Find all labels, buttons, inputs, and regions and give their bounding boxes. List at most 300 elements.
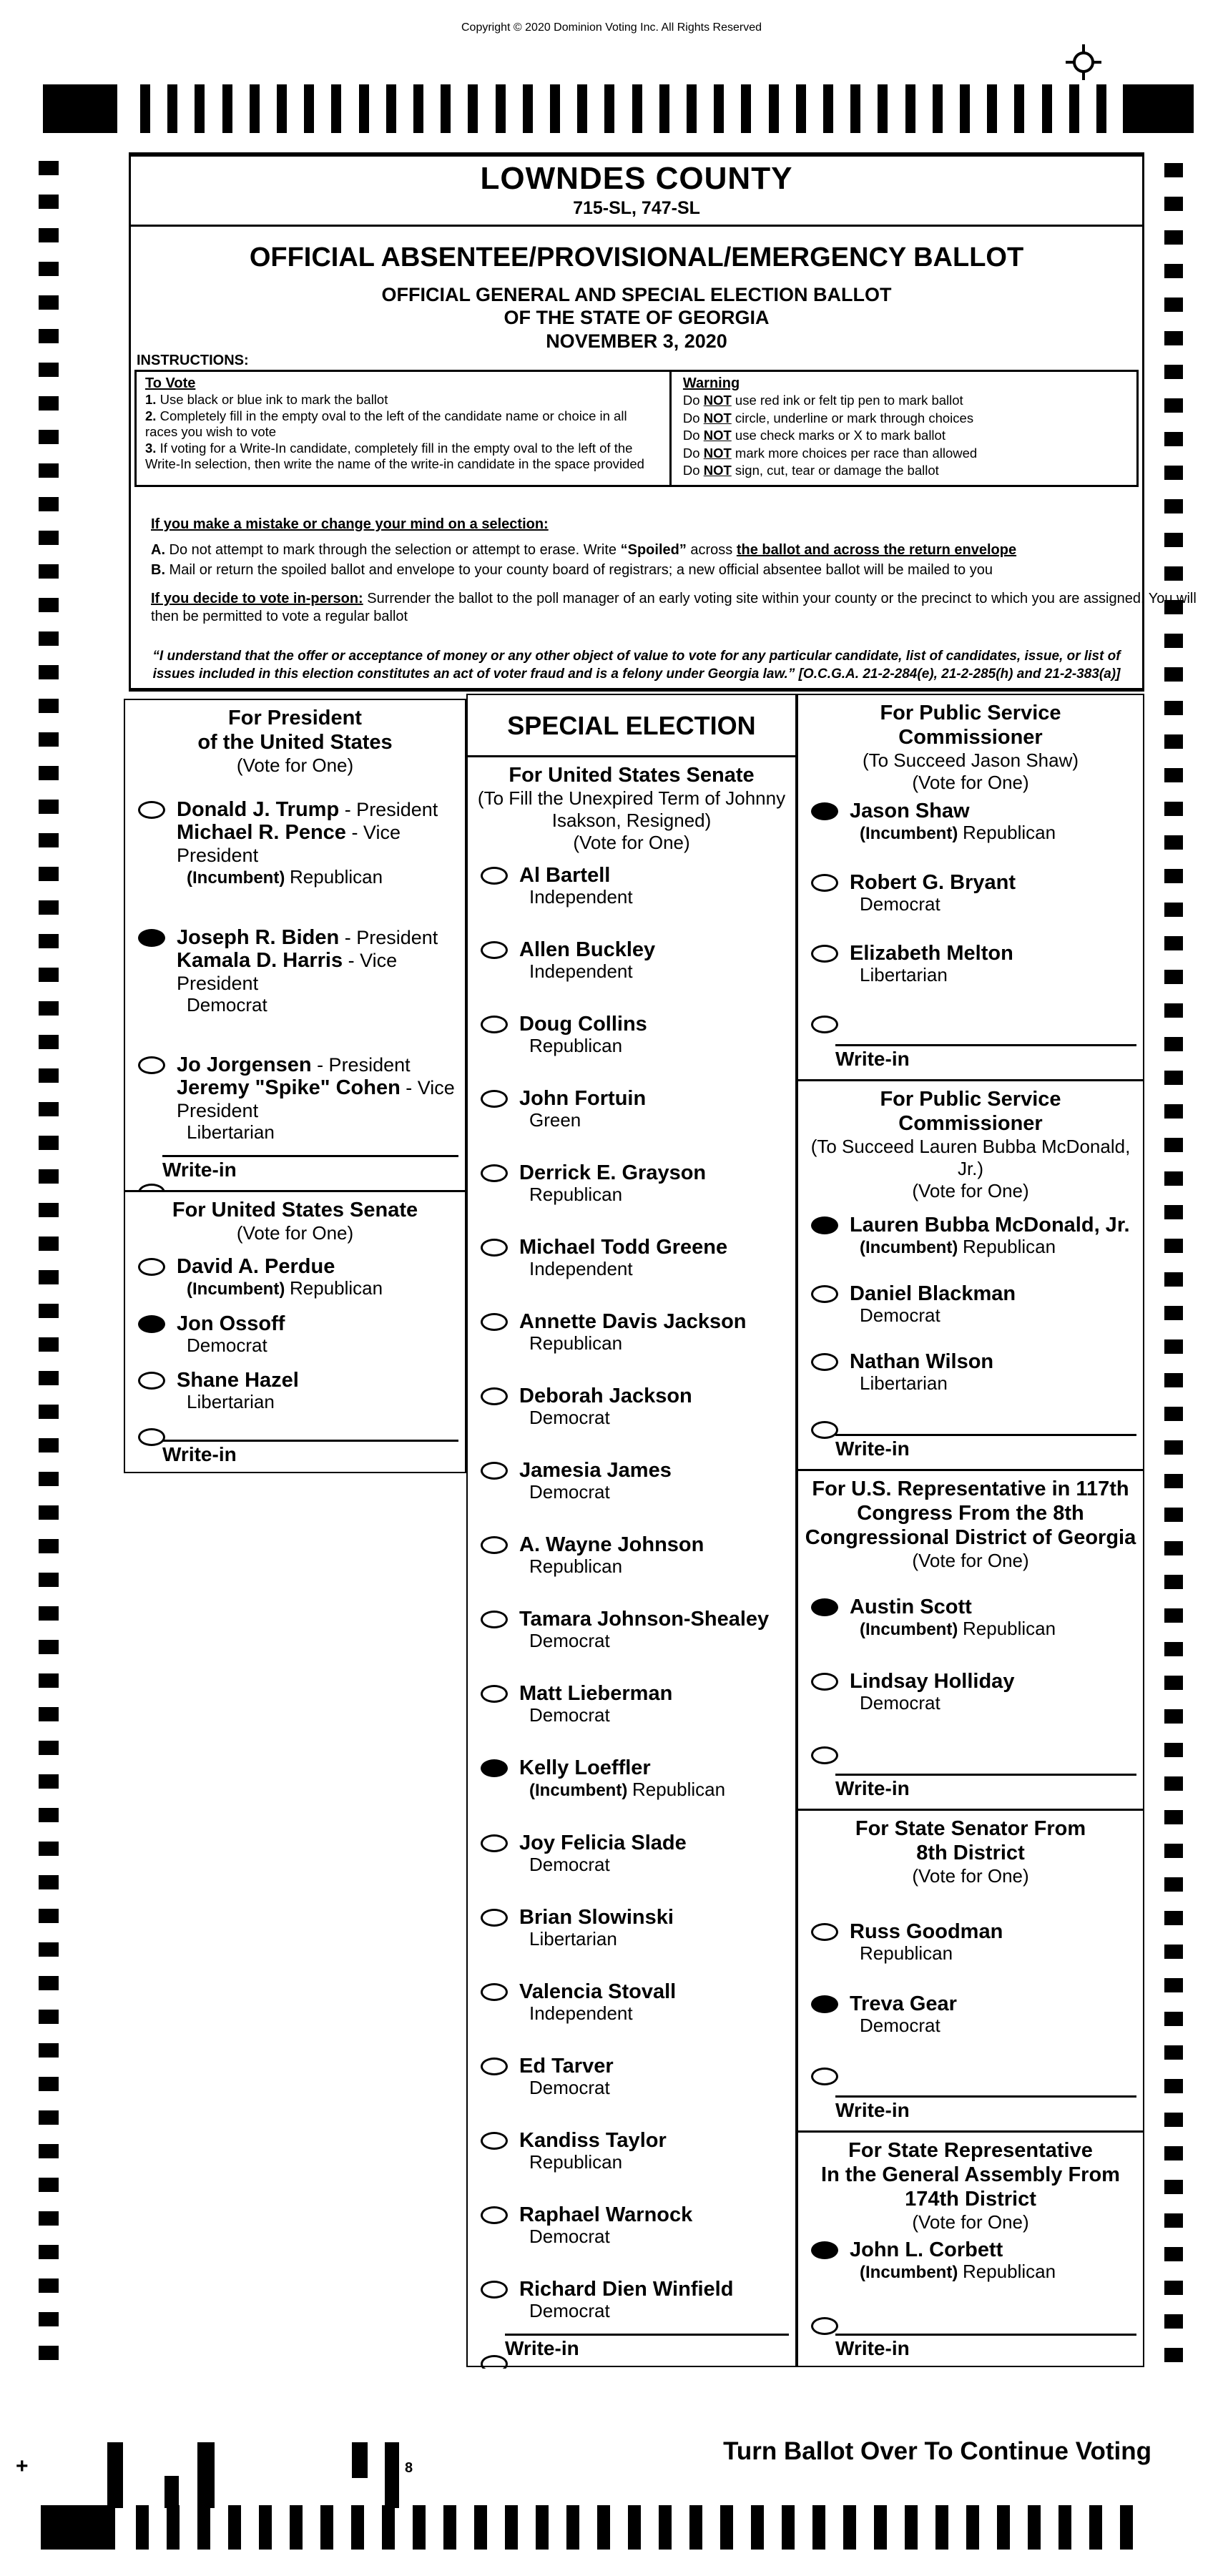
candidate-row (481, 1161, 791, 1205)
timing-mark (39, 295, 59, 310)
timing-mark (1164, 1642, 1183, 1656)
timing-mark (39, 1337, 59, 1352)
candidate-party: (Incumbent) Republican (860, 822, 1056, 843)
timing-mark (1164, 365, 1183, 379)
candidate-party: Democrat (860, 2015, 940, 2036)
timing-mark (1096, 84, 1106, 133)
timing-mark (1164, 2180, 1183, 2194)
race-title-line: Congress From the 8th (857, 1502, 1084, 1525)
write-in-area[interactable] (835, 2334, 1136, 2360)
ballot-oval[interactable] (481, 941, 508, 959)
timing-mark (39, 531, 59, 545)
candidate-name (519, 2129, 667, 2152)
ballot-oval-filled[interactable] (811, 1598, 838, 1616)
ballot-column-3 (797, 694, 1144, 2367)
candidate-row (811, 1670, 1139, 1714)
instructions-box (134, 370, 1139, 487)
timing-mark (905, 2505, 918, 2550)
candidate-name-bold: David A. Perdue (177, 1255, 335, 1278)
ballot-oval[interactable] (811, 874, 838, 892)
race-title-line: Congressional District of Georgia (805, 1526, 1136, 1549)
candidate-name (850, 1214, 1130, 1237)
candidate-row (481, 1310, 791, 1354)
timing-mark (659, 84, 669, 133)
candidate-name (177, 1053, 461, 1076)
registration-crosshair-icon (1073, 51, 1094, 73)
candidate-name (519, 1980, 676, 2003)
candidate-text (519, 2129, 667, 2173)
candidate-name (519, 938, 655, 961)
write-in-area[interactable] (835, 1774, 1136, 1800)
timing-mark (1164, 1104, 1183, 1119)
ballot-oval[interactable] (481, 1536, 508, 1554)
ballot-oval[interactable] (138, 1056, 165, 1074)
timing-mark (39, 934, 59, 948)
vote-for-instruction: (Vote for One) (912, 2211, 1029, 2233)
candidate-list (798, 1202, 1143, 1439)
candidate-text (519, 2203, 692, 2247)
candidate-text (850, 1350, 993, 1394)
timing-mark (1164, 970, 1183, 984)
plus-registration-mark: + (16, 2454, 29, 2478)
candidate-text (177, 798, 461, 888)
timing-mark (39, 161, 59, 175)
barcode-bar (164, 2476, 179, 2508)
text-segment: Surrender the ballot to the poll manager of an early voting site within your county or the precinct to which you are assigned. You will then be permitted to vote a regular ballot (151, 591, 1197, 624)
ballot-oval[interactable] (481, 1685, 508, 1703)
candidate-party: Libertarian (529, 1928, 617, 1950)
ballot-oval[interactable] (481, 1983, 508, 2001)
candidate-text (177, 1053, 461, 1143)
ballot-oval[interactable] (811, 1353, 838, 1371)
timing-mark (550, 84, 560, 133)
timing-mark (1164, 869, 1183, 883)
ballot-oval[interactable] (481, 867, 508, 885)
timing-mark (1120, 2505, 1133, 2550)
candidate-party: Green (529, 1109, 581, 1131)
candidate-row (811, 1350, 1139, 1394)
candidate-row (481, 1756, 791, 1801)
candidate-name-bold: Russ Goodman (850, 1920, 1003, 1943)
candidate-row (481, 1682, 791, 1726)
race-title-line: For U.S. Representative in 117th (812, 1478, 1129, 1500)
race-subtitle-line: (To Fill the Unexpired Term of Johnny (477, 787, 786, 809)
candidate-name (519, 1533, 704, 1556)
timing-mark (39, 598, 59, 612)
instructions-label: INSTRUCTIONS: (137, 353, 249, 368)
candidate-party: Democrat (529, 2077, 610, 2098)
to-vote-title: To Vote (145, 375, 196, 391)
candidate-text (519, 1756, 725, 1801)
candidate-name-bold: A. Wayne Johnson (519, 1533, 704, 1556)
timing-mark (39, 329, 59, 343)
ballot-oval[interactable] (138, 1184, 165, 1192)
candidate-name (519, 1087, 646, 1110)
candidate-text (519, 1906, 674, 1950)
write-in-label: Write-in (162, 1443, 237, 1465)
timing-mark (1164, 1407, 1183, 1421)
ballot-oval[interactable] (138, 1372, 165, 1390)
candidate-party: (Incumbent) Republican (529, 1779, 726, 1800)
ballot-oval[interactable] (481, 1016, 508, 1033)
candidate-name (850, 942, 1013, 965)
race-title-line: For Public Service (880, 702, 1061, 724)
timing-mark (1164, 1071, 1183, 1085)
candidate-name-bold: Nathan Wilson (850, 1350, 994, 1373)
candidate-name-bold: Richard Dien Winfield (519, 2278, 734, 2301)
candidate-list (798, 1572, 1143, 1764)
timing-mark (1164, 466, 1183, 480)
incumbent-tag: (Incumbent) (187, 868, 290, 888)
ballot-oval[interactable] (811, 1421, 838, 1439)
timing-mark (39, 463, 59, 478)
candidate-row (481, 1906, 791, 1950)
candidate-text (519, 1310, 747, 1354)
candidate-name-bold: Shane Hazel (177, 1369, 299, 1392)
timing-mark (878, 84, 888, 133)
timing-mark (1164, 1978, 1183, 1992)
timing-mark (1164, 1440, 1183, 1455)
ballot-oval-filled[interactable] (811, 2241, 838, 2259)
candidate-party: Democrat (860, 893, 940, 915)
candidate-name (850, 800, 1056, 822)
timing-mark (1164, 1306, 1183, 1320)
candidate-name (177, 949, 461, 995)
candidate-office-suffix: - President (339, 799, 438, 820)
candidate-row (481, 2129, 791, 2173)
timing-mark (39, 2346, 59, 2360)
candidate-row (811, 1214, 1139, 1258)
timing-mark (222, 84, 232, 133)
candidate-list (468, 854, 795, 2369)
timing-mark (277, 84, 287, 133)
timing-mark (1164, 903, 1183, 917)
timing-mark (1164, 2247, 1183, 2261)
candidate-name (177, 821, 461, 867)
candidate-name-bold: Jo Jorgensen (177, 1053, 312, 1076)
candidate-text (850, 871, 1016, 915)
timing-mark (960, 84, 970, 133)
timing-mark (1164, 1776, 1183, 1791)
candidate-text (519, 2055, 614, 2098)
incumbent-tag: (Incumbent) (187, 1279, 290, 1299)
candidate-name-bold: Robert G. Bryant (850, 871, 1016, 894)
ballot-oval[interactable] (481, 1611, 508, 1628)
timing-mark (751, 2505, 764, 2550)
ballot-oval[interactable] (481, 1164, 508, 1182)
warning-cell (672, 372, 1136, 485)
candidate-text (177, 1369, 299, 1412)
timing-mark (1164, 1373, 1183, 1387)
timing-mark (1164, 432, 1183, 446)
barcode-char: 8 (405, 2460, 413, 2476)
timing-mark (290, 2505, 303, 2550)
timing-mark (320, 2505, 333, 2550)
candidate-text (850, 1596, 1056, 1640)
candidate-list (798, 794, 1143, 1033)
timing-mark (1164, 1239, 1183, 1253)
ballot-oval-filled[interactable] (811, 1216, 838, 1234)
candidate-name-bold: Raphael Warnock (519, 2203, 693, 2226)
ballot-oval[interactable] (481, 1909, 508, 1927)
timing-mark (1164, 1138, 1183, 1152)
timing-mark (39, 1371, 59, 1385)
ballot-oval[interactable] (481, 1239, 508, 1257)
candidate-party: Libertarian (860, 1372, 948, 1394)
candidate-name (519, 1310, 747, 1333)
candidate-text (519, 1980, 676, 2024)
candidate-row (481, 1385, 791, 1428)
ballot-oval[interactable] (811, 945, 838, 963)
write-in-area[interactable] (835, 1044, 1136, 1071)
candidate-party: Republican (860, 1942, 953, 1964)
vote-for-instruction: (Vote for One) (912, 1865, 1029, 1887)
candidate-row (138, 1312, 461, 1356)
timing-mark (39, 2312, 59, 2326)
timing-mark (39, 1606, 59, 1621)
timing-mark (1164, 1339, 1183, 1354)
timing-mark (1164, 634, 1183, 648)
timing-mark (823, 84, 833, 133)
timing-mark (1164, 1474, 1183, 1488)
timing-mark (1059, 2505, 1071, 2550)
candidate-office-suffix: - Vice President (177, 822, 401, 866)
timing-mark (1089, 2505, 1102, 2550)
timing-mark (441, 84, 451, 133)
ballot-oval[interactable] (481, 1462, 508, 1480)
timing-mark (604, 84, 614, 133)
race-special (468, 757, 795, 2369)
race-header (798, 1811, 1143, 1887)
race-subtitle-line: (To Succeed Jason Shaw) (862, 749, 1079, 771)
timing-mark (41, 2505, 115, 2550)
candidate-name (850, 1670, 1014, 1693)
timing-mark (1164, 2213, 1183, 2228)
timing-mark (39, 1573, 59, 1587)
timing-mark (1164, 197, 1183, 211)
timing-mark (1164, 1541, 1183, 1555)
timing-mark (39, 1270, 59, 1284)
ballot-column-2 (466, 694, 797, 2367)
candidate-name (519, 1682, 672, 1705)
candidate-name-bold: Treva Gear (850, 1992, 957, 2015)
write-in-area[interactable] (835, 1434, 1136, 1460)
timing-mark (39, 1203, 59, 1217)
race-title-line: For State Representative (848, 2139, 1093, 2162)
ballot-oval[interactable] (481, 2132, 508, 2150)
ballot-oval-filled[interactable] (481, 1759, 508, 1777)
timing-mark (1164, 1608, 1183, 1623)
candidate-row (481, 1087, 791, 1131)
text-segment: the ballot and across the return envelope (736, 542, 1017, 558)
timing-mark (1164, 1508, 1183, 1522)
timing-mark (39, 430, 59, 444)
write-in-candidate-row (811, 2314, 1139, 2335)
candidate-list (125, 777, 465, 1192)
ballot-oval[interactable] (138, 1428, 165, 1446)
timing-mark (39, 1304, 59, 1318)
write-in-candidate-row (811, 2065, 1139, 2085)
ballot-oval[interactable] (481, 2281, 508, 2299)
timing-mark (359, 84, 369, 133)
candidate-party: (Incumbent) Republican (860, 1618, 1056, 1639)
candidate-office-suffix: - President (311, 1054, 411, 1076)
timing-mark (933, 84, 943, 133)
timing-mark (843, 2505, 856, 2550)
candidate-name-bold: Elizabeth Melton (850, 942, 1013, 965)
timing-mark (1164, 2348, 1183, 2362)
candidate-name-bold: Jon Ossoff (177, 1312, 285, 1335)
candidate-text (519, 2278, 733, 2321)
timing-mark (997, 2505, 1010, 2550)
timing-mark (1164, 2281, 1183, 2295)
ballot-oval[interactable] (481, 1090, 508, 1108)
barcode-bar (352, 2442, 368, 2478)
candidate-text (177, 1312, 285, 1356)
candidate-name (519, 1756, 725, 1779)
timing-mark (195, 84, 205, 133)
timing-mark (1164, 1575, 1183, 1589)
ballot-oval[interactable] (138, 801, 165, 819)
race-title-line: For United States Senate (509, 764, 755, 787)
text-segment: A. (151, 542, 165, 558)
candidate-row (481, 1533, 791, 1577)
write-in-label: Write-in (835, 1437, 910, 1460)
to-vote-items (145, 392, 662, 473)
timing-mark (39, 262, 59, 276)
candidate-name (177, 926, 461, 949)
ballot-oval-filled[interactable] (138, 929, 165, 947)
timing-mark (39, 2010, 59, 2024)
write-in-area[interactable] (505, 2334, 789, 2360)
write-in-area[interactable] (162, 1155, 458, 1181)
candidate-party: (Incumbent) Republican (187, 866, 383, 888)
candidate-party: Republican (529, 1035, 623, 1056)
timing-mark (39, 2245, 59, 2259)
timing-mark (39, 1808, 59, 1822)
candidate-name (519, 1906, 674, 1929)
ballot-oval[interactable] (481, 2206, 508, 2224)
timing-mark (39, 900, 59, 915)
warning-item: Do NOT use check marks or X to mark ballot (682, 428, 946, 443)
candidate-row (481, 864, 791, 908)
ballot-oval[interactable] (811, 1673, 838, 1691)
ballot-oval[interactable] (811, 2068, 838, 2085)
candidate-row (811, 1992, 1139, 2036)
candidate-name-bold: Derrick E. Grayson (519, 1161, 707, 1184)
ballot-oval-filled[interactable] (811, 1995, 838, 2013)
to-vote-item: 2. Completely fill in the empty oval to the left of the candidate name or choice in all races you wish to vote (145, 408, 627, 439)
timing-mark (39, 1438, 59, 1452)
timing-mark (1164, 298, 1183, 312)
timing-mark (1164, 2079, 1183, 2093)
candidate-text (519, 1385, 692, 1428)
write-in-area[interactable] (835, 2095, 1136, 2122)
timing-mark (39, 2211, 59, 2226)
ballot-oval[interactable] (481, 2058, 508, 2075)
candidate-party: Libertarian (187, 1121, 275, 1143)
candidate-name-bold: Ed Tarver (519, 2055, 614, 2078)
candidate-name-bold: Kamala D. Harris (177, 949, 343, 972)
race-header (798, 1471, 1143, 1572)
ballot-oval[interactable] (481, 2355, 508, 2369)
race-usrep (798, 1471, 1143, 1811)
ballot-oval[interactable] (138, 1258, 165, 1276)
timing-mark (935, 2505, 948, 2550)
candidate-name (850, 1992, 957, 2015)
ballot-oval-filled[interactable] (811, 802, 838, 820)
timing-mark (39, 699, 59, 713)
candidate-name (519, 2278, 733, 2301)
timing-mark (250, 84, 260, 133)
not-emphasis: NOT (703, 410, 732, 426)
write-in-label: Write-in (835, 1048, 910, 1070)
candidate-text (519, 1459, 672, 1503)
timing-mark (304, 84, 314, 133)
candidate-name-bold: Jason Shaw (850, 800, 970, 822)
candidate-text (519, 1682, 672, 1726)
precinct-codes: 715-SL, 747-SL (573, 198, 700, 218)
timing-mark (39, 1539, 59, 1553)
timing-mark (496, 84, 506, 133)
candidate-name-bold: Austin Scott (850, 1596, 972, 1618)
candidate-row (811, 942, 1139, 985)
candidate-text (519, 1533, 704, 1577)
candidate-party: Democrat (529, 1481, 610, 1503)
timing-mark (43, 84, 117, 133)
timing-mark (474, 2505, 487, 2550)
race-ssen (798, 1811, 1143, 2133)
item-number: 1. (145, 392, 157, 407)
candidate-name (519, 1385, 692, 1407)
not-emphasis: NOT (703, 463, 732, 478)
race-title-line: For State Senator From (855, 1817, 1086, 1840)
ballot-oval[interactable] (481, 1834, 508, 1852)
incumbent-tag: (Incumbent) (860, 1238, 963, 1257)
ballot-oval[interactable] (811, 1923, 838, 1941)
candidate-name-bold: Tamara Johnson-Shealey (519, 1608, 770, 1631)
candidate-name-bold: Joy Felicia Slade (519, 1832, 687, 1854)
ballot-oval[interactable] (481, 1313, 508, 1331)
candidate-text (850, 800, 1056, 844)
candidate-name (850, 2238, 1056, 2261)
timing-mark (1164, 1945, 1183, 1959)
write-in-candidate-row (138, 1181, 461, 1192)
ballot-oval[interactable] (811, 1016, 838, 1033)
ballot-oval[interactable] (481, 1387, 508, 1405)
ballot-oval[interactable] (811, 1746, 838, 1764)
ballot-oval[interactable] (811, 1285, 838, 1303)
in-person-note (151, 590, 1199, 626)
ballot-oval-filled[interactable] (138, 1315, 165, 1333)
timing-mark (39, 228, 59, 242)
candidate-row (481, 2203, 791, 2247)
candidate-row (481, 1980, 791, 2024)
barcode-bar (385, 2442, 399, 2508)
ballot-oval[interactable] (811, 2317, 838, 2335)
item-number: 3. (145, 440, 157, 456)
write-in-area[interactable] (162, 1440, 458, 1466)
candidate-name-bold: Jeremy "Spike" Cohen (177, 1076, 401, 1099)
timing-mark (39, 1237, 59, 1251)
text-segment: If you decide to vote in-person: (151, 591, 363, 606)
candidate-row (481, 1832, 791, 1875)
candidate-row (138, 926, 461, 1016)
race-psc2 (798, 1081, 1143, 1471)
timing-mark (1164, 1743, 1183, 1757)
write-in-candidate-row (811, 1013, 1139, 1033)
turn-ballot-over-text: Turn Ballot Over To Continue Voting (723, 2437, 1151, 2465)
